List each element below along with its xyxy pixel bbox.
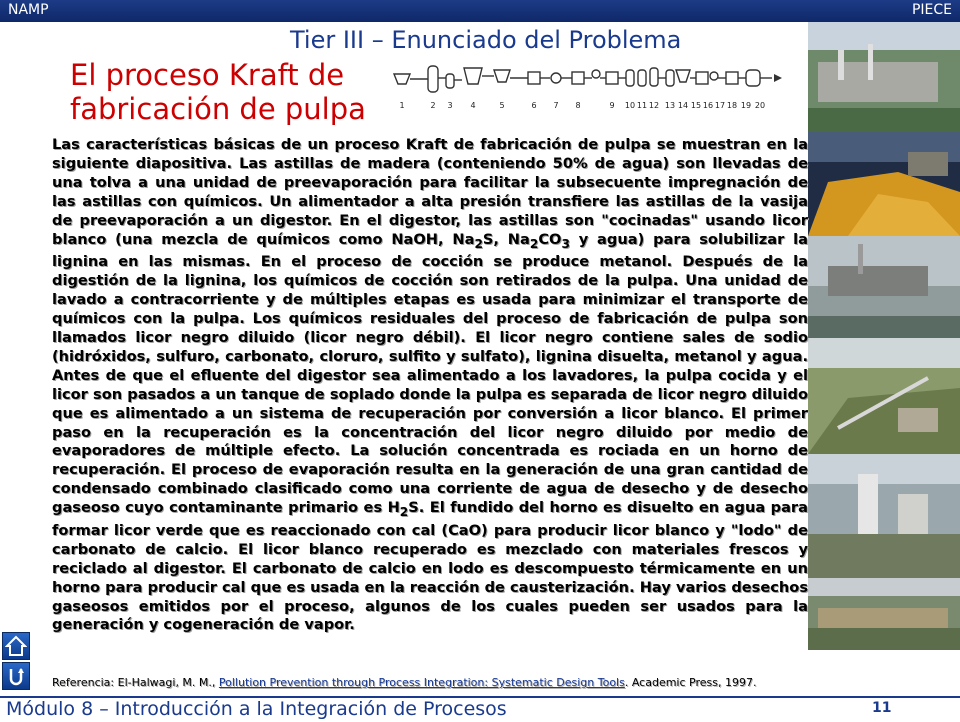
diagram-num: 2 xyxy=(430,101,436,110)
diagram-num: 11 xyxy=(636,101,648,110)
body-part: S, Na xyxy=(482,230,530,248)
problem-statement-text xyxy=(52,136,808,656)
diagram-num: 15 xyxy=(690,101,702,110)
diagram-num: 3 xyxy=(447,101,453,110)
piece-label: PIECE xyxy=(911,2,952,18)
footer xyxy=(0,696,960,722)
diagram-num: 20 xyxy=(754,101,766,110)
diagram-num: 17 xyxy=(714,101,726,110)
return-button[interactable] xyxy=(2,662,30,690)
photo-strip xyxy=(808,22,960,650)
home-icon xyxy=(5,635,27,657)
reference-line xyxy=(52,676,812,689)
diagram-num: 4 xyxy=(470,101,476,110)
diagram-num: 14 xyxy=(677,101,689,110)
diagram-num: 10 xyxy=(624,101,636,110)
subscript: 2 xyxy=(529,236,539,251)
vessel-shape xyxy=(428,66,438,92)
reference-link[interactable]: Pollution Prevention through Process Integration: Systematic Design Tools xyxy=(218,676,625,689)
diagram-labels xyxy=(399,101,765,110)
plant-tanks-photo xyxy=(808,454,960,578)
woodchip-pile-photo xyxy=(808,132,960,236)
reference-suffix: . Academic Press, 1997. xyxy=(624,676,757,689)
return-icon xyxy=(5,665,27,687)
home-button[interactable] xyxy=(2,632,30,660)
conveyor-photo xyxy=(808,338,960,454)
process-flow-diagram xyxy=(392,60,792,116)
subscript: 2 xyxy=(399,505,409,520)
body-part: S. El fundido del horno es disuelto en agua para formar licor verde que es reaccionado con cal (CaO) para producir licor blanco y "lodo" de carbonato de calcio. El licor blanco recuperado es mezclado con materiales frescos y reciclado al digestor. El carbonato de calcio en lodo es descompuesto térmicamente en un horno para producir cal que es usada en la reacción de causterización. Hay varios desechos gaseosos emitidos por el proceso, algunos de los cuales pueden ser usados para la generación y cogeneración de vapor. xyxy=(52,499,808,634)
diagram-num: 6 xyxy=(531,101,537,110)
body-part: Las características básicas de un proceso Kraft de fabricación de pulpa se muestran en la siguiente diapositiva. Las astillas de madera (conteniendo 50% de agua) son llevadas de una tolva a una unidad de preevaporación para facilitar la subsecuente impregnación de las astillas con químicos. Un alimentador a alta presión transfiere las astillas de la vasija de preevaporación a un digestor. En el digestor, las astillas son "cocinadas" usando licor blanco (una mezcla de químicos como NaOH, Na xyxy=(52,136,808,248)
diagram-num: 8 xyxy=(575,101,581,110)
diagram-num: 16 xyxy=(702,101,714,110)
diagram-num: 1 xyxy=(399,101,405,110)
diagram-num: 13 xyxy=(664,101,676,110)
diagram-num: 18 xyxy=(726,101,738,110)
hopper-shape xyxy=(394,74,410,84)
reference-prefix: Referencia: El-Halwagi, M. M., xyxy=(52,676,219,689)
lumber-yard-photo xyxy=(808,578,960,650)
tier-title: Tier III – Enunciado del Problema xyxy=(290,26,682,54)
mill-aerial-photo xyxy=(808,22,960,132)
module-title: Módulo 8 – Introducción a la Integración de Procesos xyxy=(6,698,507,720)
diagram-num: 5 xyxy=(499,101,505,110)
diagram-num: 9 xyxy=(609,101,615,110)
page-title: El proceso Kraft de fabricación de pulpa xyxy=(70,58,366,126)
page-number: 11 xyxy=(872,700,892,716)
namp-label: NAMP xyxy=(8,2,49,18)
diagram-num: 7 xyxy=(553,101,559,110)
subscript: 3 xyxy=(561,236,570,251)
riverside-mill-photo xyxy=(808,236,960,338)
diagram-num: 19 xyxy=(740,101,752,110)
subscript: 2 xyxy=(474,236,483,251)
body-part: y agua) para solubilizar la lignina en las mismas. En el proceso de cocción se produce metanol. Después de la digestión de la lignina, los químicos de cocción son retirados de la pulpa. Una unidad de lavado a contracorriente y de múltiples etapas es usada para minimizar el transporte de químicos con la pulpa. Los químicos residuales del proceso de fabricación de pulpa son llamados licor negro diluido (licor negro débil). El licor negro contiene sales de sodio (hidróxidos, sulfuro, carbonato, cloruro, sulfito y sulfato), lignina disuelta, metanol y agua. Antes de que el efluente del digestor sea alimentado a los lavadores, la pulpa cocida y el licor son pasados a un tanque de soplado donde la pulpa es separada de licor negro diluido que es alimentado a un sistema de recuperación por conversión a licor blanco. El primer paso en la recuperación es la concentración del licor negro diluido por medio de evaporadores de múltiple efecto. La solución concentrada es rociada en un horno de recuperación. El proceso de evaporación resulta en la generación de una gran cantidad de condensado combinado clasificado como una corriente de agua de desecho y de desecho gaseoso cuyo contaminante primario es H xyxy=(52,230,808,517)
problem-paragraph xyxy=(52,136,808,635)
top-bar xyxy=(0,0,960,22)
diagram-num: 12 xyxy=(648,101,660,110)
body-part: CO xyxy=(538,230,562,248)
flow-arrow-icon xyxy=(774,74,782,82)
